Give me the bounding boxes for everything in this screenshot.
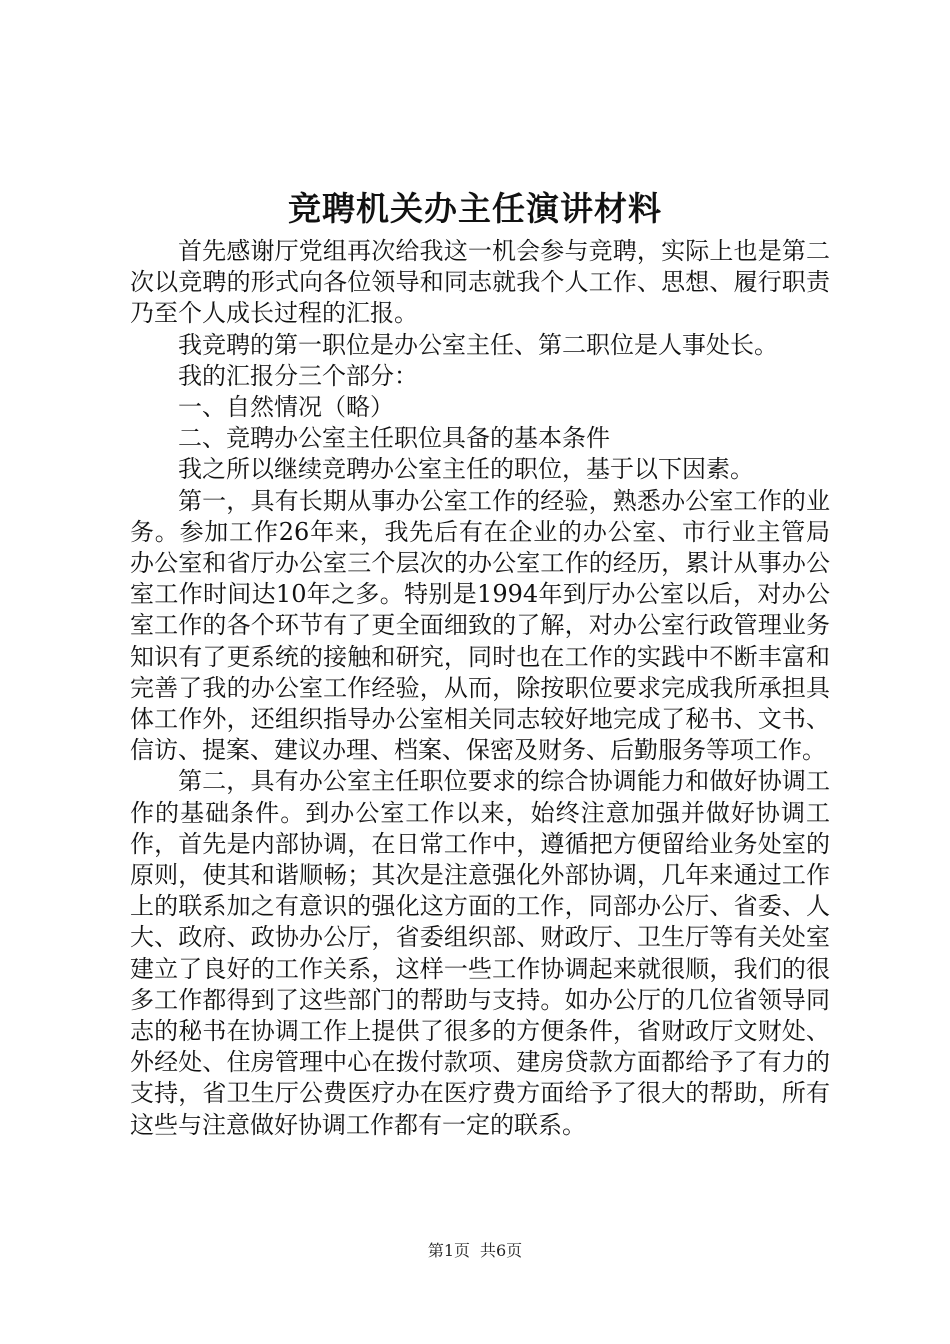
document-title: 竞聘机关办主任演讲材料 xyxy=(288,189,662,228)
paragraph: 第二，具有办公室主任职位要求的综合协调能力和做好协调工作的基础条件。到办公室工作以来，始终注意加强并做好协调工作，首先是内部协调，在日常工作中，遵循把方便留给业务处室的原则，使其和谐顺畅；其次是注意强化外部协调，几年来通过工作上的联系加之有意识的强化这方面的工作，同部办公厅、省委、人大、政府、政协办公厅，省委组织部、财政厅、卫生厅等有关处室建立了良好的工作关系，这样一些工作协调起来就很顺，我们的很多工作都得到了这些部门的帮助与支持。如办公厅的几位省领导同志的秘书在协调工作上提供了很多的方便条件，省财政厅文财处、外经处、住房管理中心在拨付款项、建房贷款方面都给予了有力的支持，省卫生厅公费医疗办在医疗费方面给予了很大的帮助，所有这些与注意做好协调工作都有一定的联系。 xyxy=(130,767,830,1139)
page-footer xyxy=(0,1240,950,1262)
page-number: 第1页 xyxy=(427,1241,470,1260)
paragraph: 我之所以继续竞聘办公室主任的职位，基于以下因素。 xyxy=(178,455,754,484)
paragraph: 二、竞聘办公室主任职位具备的基本条件 xyxy=(178,424,610,453)
paragraph: 我的汇报分三个部分： xyxy=(178,361,418,390)
page-total: 共6页 xyxy=(480,1241,523,1260)
paragraph: 我竞聘的第一职位是办公室主任、第二职位是人事处长。 xyxy=(178,330,778,359)
paragraph: 首先感谢厅党组再次给我这一机会参与竞聘，实际上也是第二次以竞聘的形式向各位领导和同志就我个人工作、思想、履行职责乃至个人成长过程的汇报。 xyxy=(130,237,830,328)
document-body xyxy=(130,236,830,1141)
paragraph: 第一，具有长期从事办公室工作的经验，熟悉办公室工作的业务。参加工作26年来，我先后有在企业的办公室、市行业主管局办公室和省厅办公室三个层次的办公室工作的经历，累计从事办公室工作时间达10年之多。特别是1994年到厅办公室以后，对办公室工作的各个环节有了更全面细致的了解，对办公室行政管理业务知识有了更系统的接触和研究，同时也在工作的实践中不断丰富和完善了我的办公室工作经验，从而，除按职位要求完成我所承担具体工作外，还组织指导办公室相关同志较好地完成了秘书、文书、信访、提案、建议办理、档案、保密及财务、后勤服务等项工作。 xyxy=(130,486,830,765)
paragraph: 一、自然情况（略） xyxy=(178,393,394,422)
